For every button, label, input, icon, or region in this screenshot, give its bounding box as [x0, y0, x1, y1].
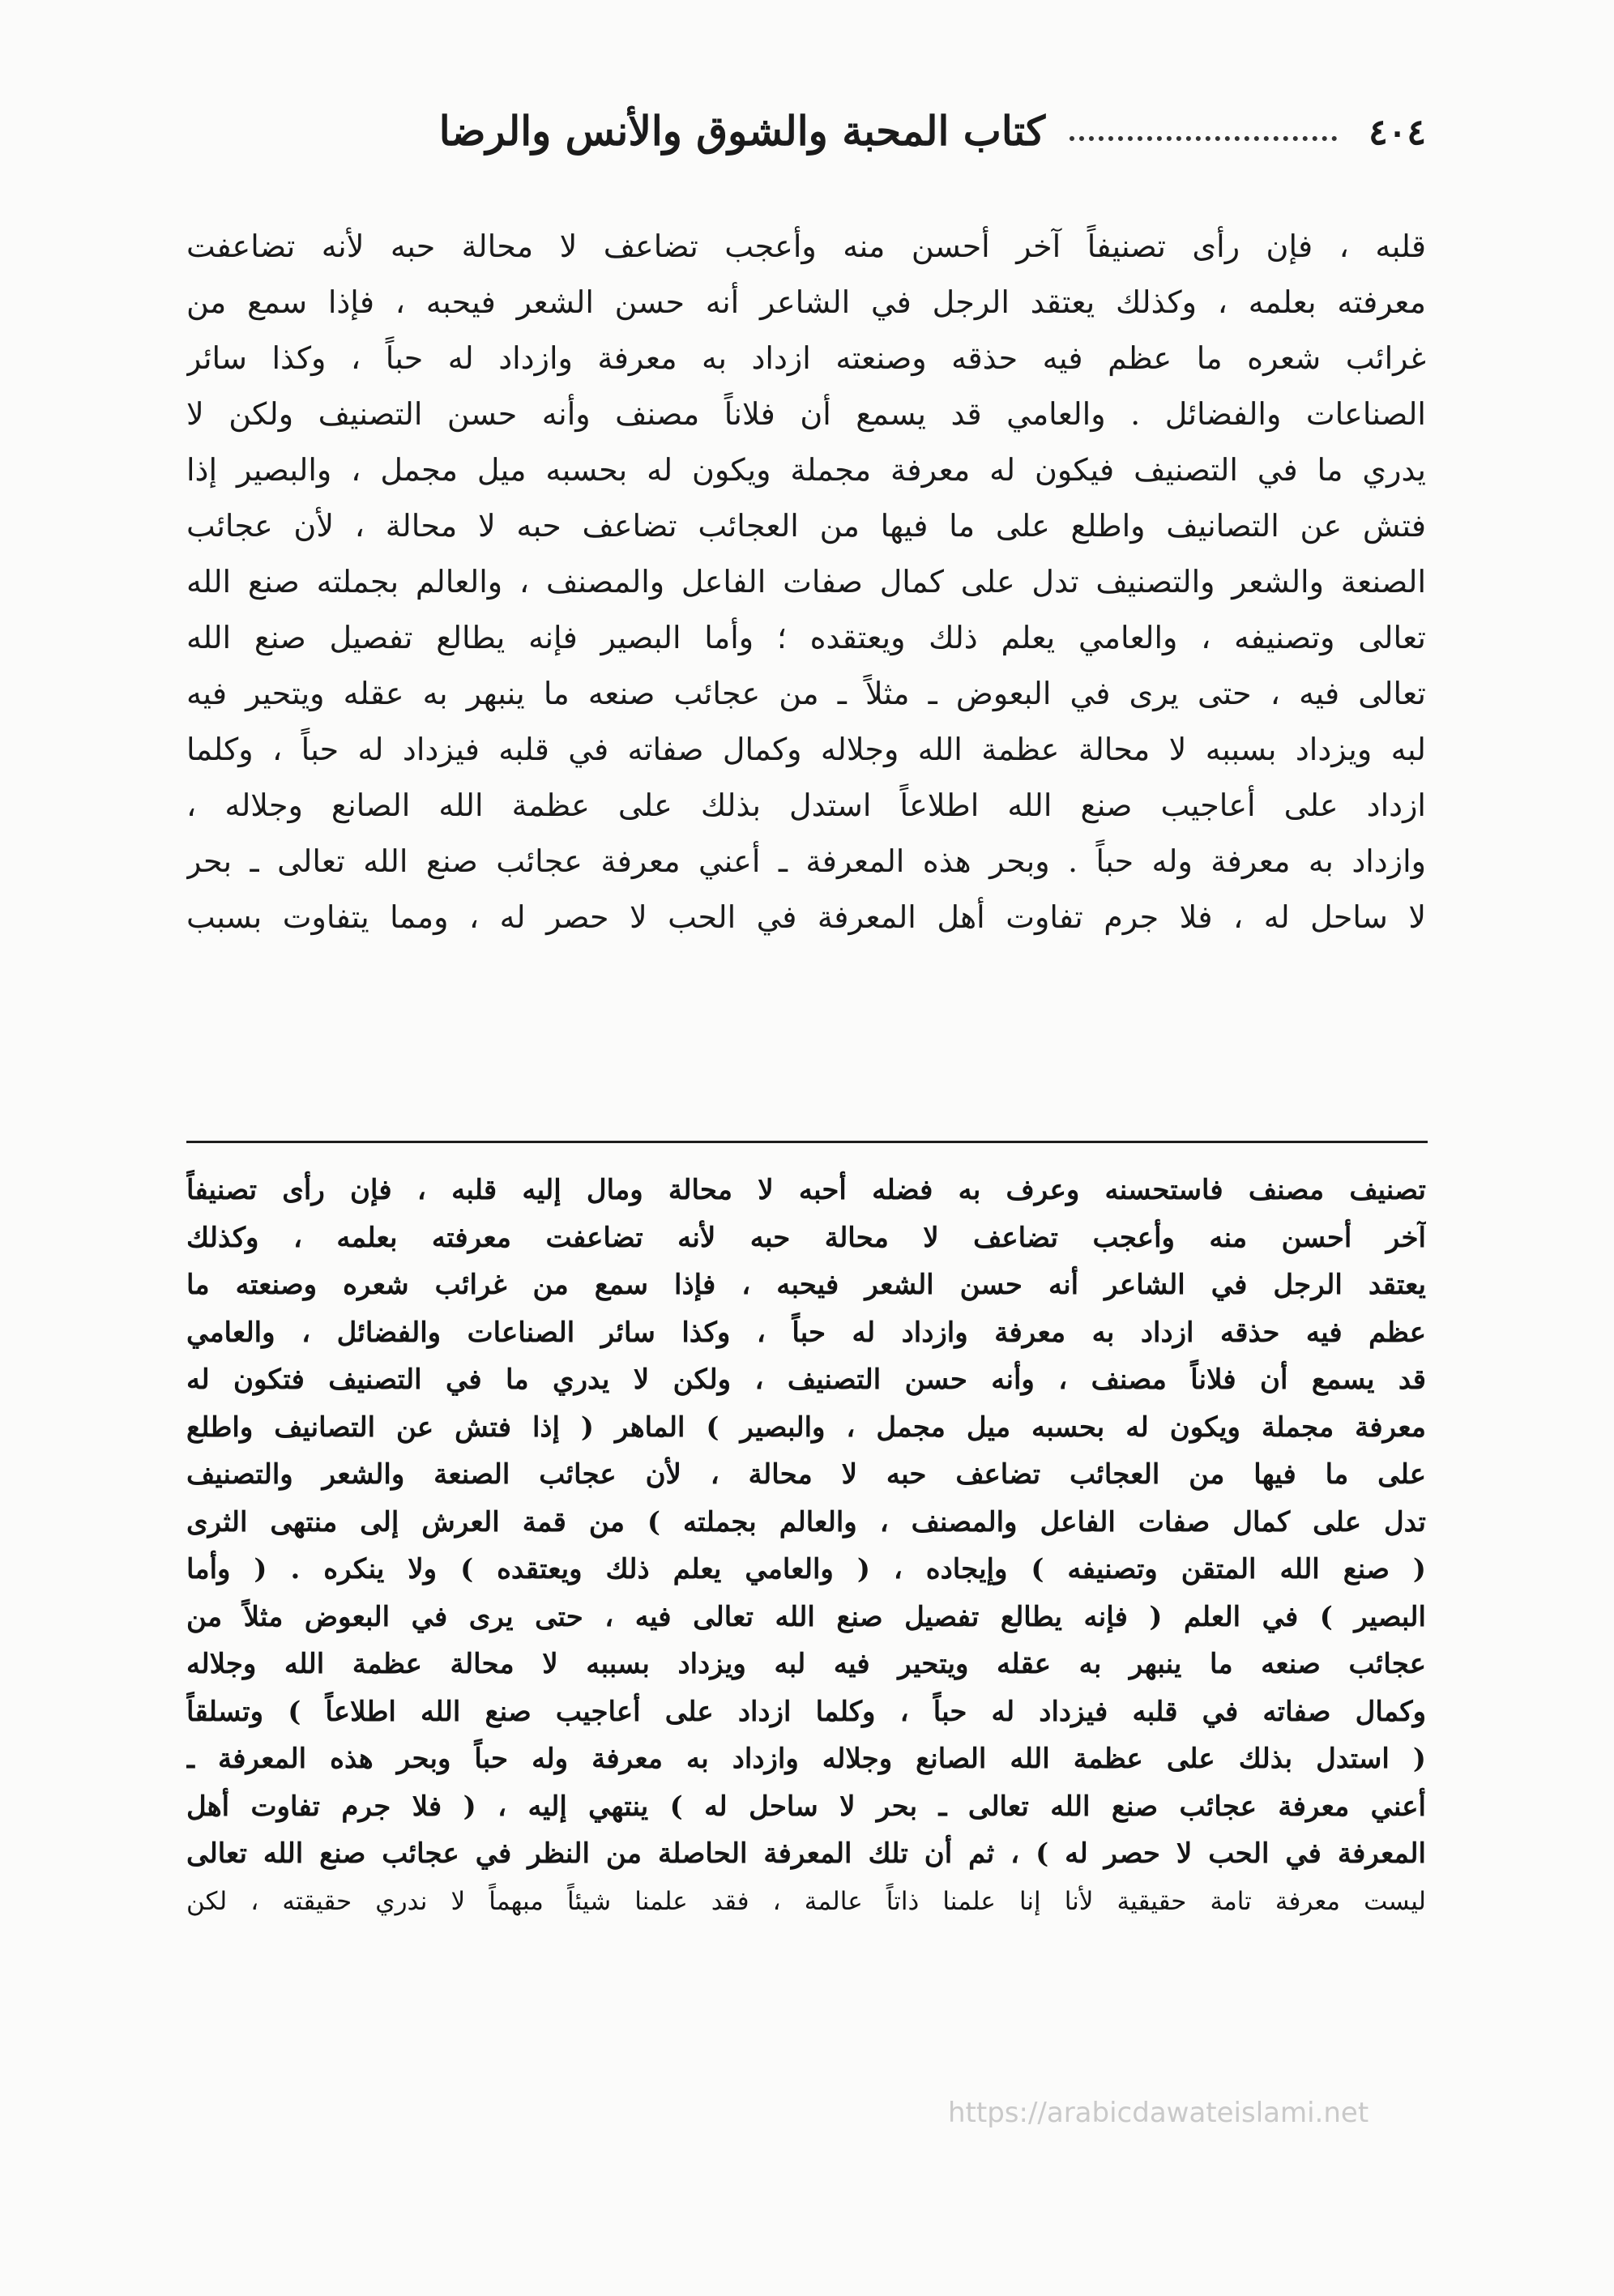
- commentary-line: معرفة مجملة ويكون له بحسبه ميل مجمل ، والبصير ) الماهر ( إذا فتش عن التصانيف واطلع: [186, 1410, 1426, 1444]
- main-text-line: قلبه ، فإن رأى تصنيفاً آخر أحسن منه وأعجب تضاعف لا محالة حبه لأنه تضاعفت: [186, 228, 1426, 264]
- commentary-line: على ما فيها من العجائب تضاعف حبه لا محالة ، لأن عجائب الصنعة والشعر والتصنيف: [186, 1458, 1426, 1491]
- main-text-line: لبه ويزداد بسببه لا محالة عظمة الله وجلاله وكمال صفاته في قلبه فيزداد له حباً ، وكلما: [186, 732, 1426, 767]
- commentary-line: وكمال صفاته في قلبه فيزداد له حباً ، وكلما ازداد على أعاجيب صنع الله اطلاعاً ) وتسلقاً: [186, 1695, 1426, 1728]
- commentary-line: أعني معرفة عجائب صنع الله تعالى ـ بحر لا ساحل له ) ينتهي إليه ، ( فلا جرم تفاوت أهل: [186, 1790, 1426, 1823]
- commentary-line: تدل على كمال صفات الفاعل والمصنف ، والعالم بجملته ) من قمة العرش إلى منتهى الثرى: [186, 1505, 1426, 1538]
- commentary-block: [186, 1167, 1426, 1925]
- commentary-line: تصنيف مصنف فاستحسنه وعرف به فضله أحبه لا محالة ومال إليه قلبه ، فإن رأى تصنيفاً: [186, 1174, 1426, 1206]
- page-header: [186, 107, 1426, 160]
- watermark-url: https://arabicdawateislami.net: [948, 2097, 1369, 2129]
- main-text-line: معرفته بعلمه ، وكذلك يعتقد الرجل في الشاعر أنه حسن الشعر فيحبه ، فإذا سمع من: [186, 284, 1426, 320]
- page-number: ٤٠٤: [1368, 112, 1426, 153]
- commentary-line: آخر أحسن منه وأعجب تضاعف لا محالة حبه لأنه تضاعفت معرفته بعلمه ، وكذلك: [186, 1221, 1426, 1254]
- commentary-line: المعرفة في الحب لا حصر له ) ، ثم أن تلك المعرفة الحاصلة من النظر في عجائب صنع الله تعالى: [186, 1837, 1426, 1870]
- main-text-line: لا ساحل له ، فلا جرم تفاوت أهل المعرفة في الحب لا حصر له ، ومما يتفاوت بسبب: [186, 899, 1426, 935]
- main-text-line: فتش عن التصانيف واطلع على ما فيها من العجائب تضاعف حبه لا محالة ، لأن عجائب: [186, 508, 1426, 544]
- commentary-line: ليست معرفة تامة حقيقية لأنا إنا علمنا ذاتاً عالمة ، فقد علمنا شيئاً مبهماً لا ندري حقيقته ، لكن: [186, 1886, 1426, 1916]
- commentary-line: قد يسمع أن فلاناً مصنف ، وأنه حسن التصنيف ، ولكن لا يدري ما في التصنيف فتكون له: [186, 1364, 1426, 1396]
- header-dotted-leader: [1070, 117, 1337, 141]
- main-text-line: تعالى فيه ، حتى يرى في البعوض ـ مثلاً ـ من عجائب صنعه ما ينبهر به عقله ويتحير فيه: [186, 676, 1426, 711]
- commentary-line: عظم فيه حذقه ازداد به معرفة وازداد له حباً ، وكذا سائر الصناعات والفضائل ، والعامي: [186, 1316, 1426, 1349]
- commentary-line: عجائب صنعه ما ينبهر به عقله ويتحير فيه لبه ويزداد بسببه لا محالة عظمة الله وجلاله: [186, 1648, 1426, 1680]
- main-text-block: [186, 219, 1426, 945]
- main-text-line: وازداد به معرفة وله حباً . وبحر هذه المعرفة ـ أعني معرفة عجائب صنع الله تعالى ـ بحر: [186, 843, 1426, 879]
- main-text-line: يدري ما في التصنيف فيكون له معرفة مجملة ويكون له بحسبه ميل مجمل ، والبصير إذا: [186, 452, 1426, 488]
- section-divider: [186, 1141, 1428, 1143]
- main-text-line: غرائب شعره ما عظم فيه حذقه وصنعته ازداد به معرفة وازداد له حباً ، وكذا سائر: [186, 340, 1426, 376]
- main-text-line: تعالى وتصنيفه ، والعامي يعلم ذلك ويعتقده ؛ وأما البصير فإنه يطالع تفصيل صنع الله: [186, 620, 1426, 655]
- book-title: كتاب المحبة والشوق والأنس والرضا: [438, 107, 1045, 155]
- main-text-line: الصنعة والشعر والتصنيف تدل على كمال صفات الفاعل والمصنف ، والعالم بجملته صنع الله: [186, 564, 1426, 600]
- main-text-line: ازداد على أعاجيب صنع الله اطلاعاً استدل بذلك على عظمة الله الصانع وجلاله ،: [186, 787, 1426, 823]
- main-text-line: الصناعات والفضائل . والعامي قد يسمع أن فلاناً مصنف وأنه حسن التصنيف ولكن لا: [186, 396, 1426, 432]
- commentary-line: البصير ) في العلم ( فإنه يطالع تفصيل صنع الله تعالى فيه ، حتى يرى في البعوض مثلاً من: [186, 1600, 1426, 1633]
- commentary-line: ( صنع الله المتقن وتصنيفه ) وإيجاده ، ( والعامي يعلم ذلك ويعتقده ) ولا ينكره . ( وأما: [186, 1553, 1426, 1585]
- commentary-line: ( استدل بذلك على عظمة الله الصانع وجلاله وازداد به معرفة وله حباً وبحر هذه المعرفة ـ: [186, 1743, 1426, 1775]
- commentary-line: يعتقد الرجل في الشاعر أنه حسن الشعر فيحبه ، فإذا سمع من غرائب شعره وصنعته ما: [186, 1269, 1426, 1301]
